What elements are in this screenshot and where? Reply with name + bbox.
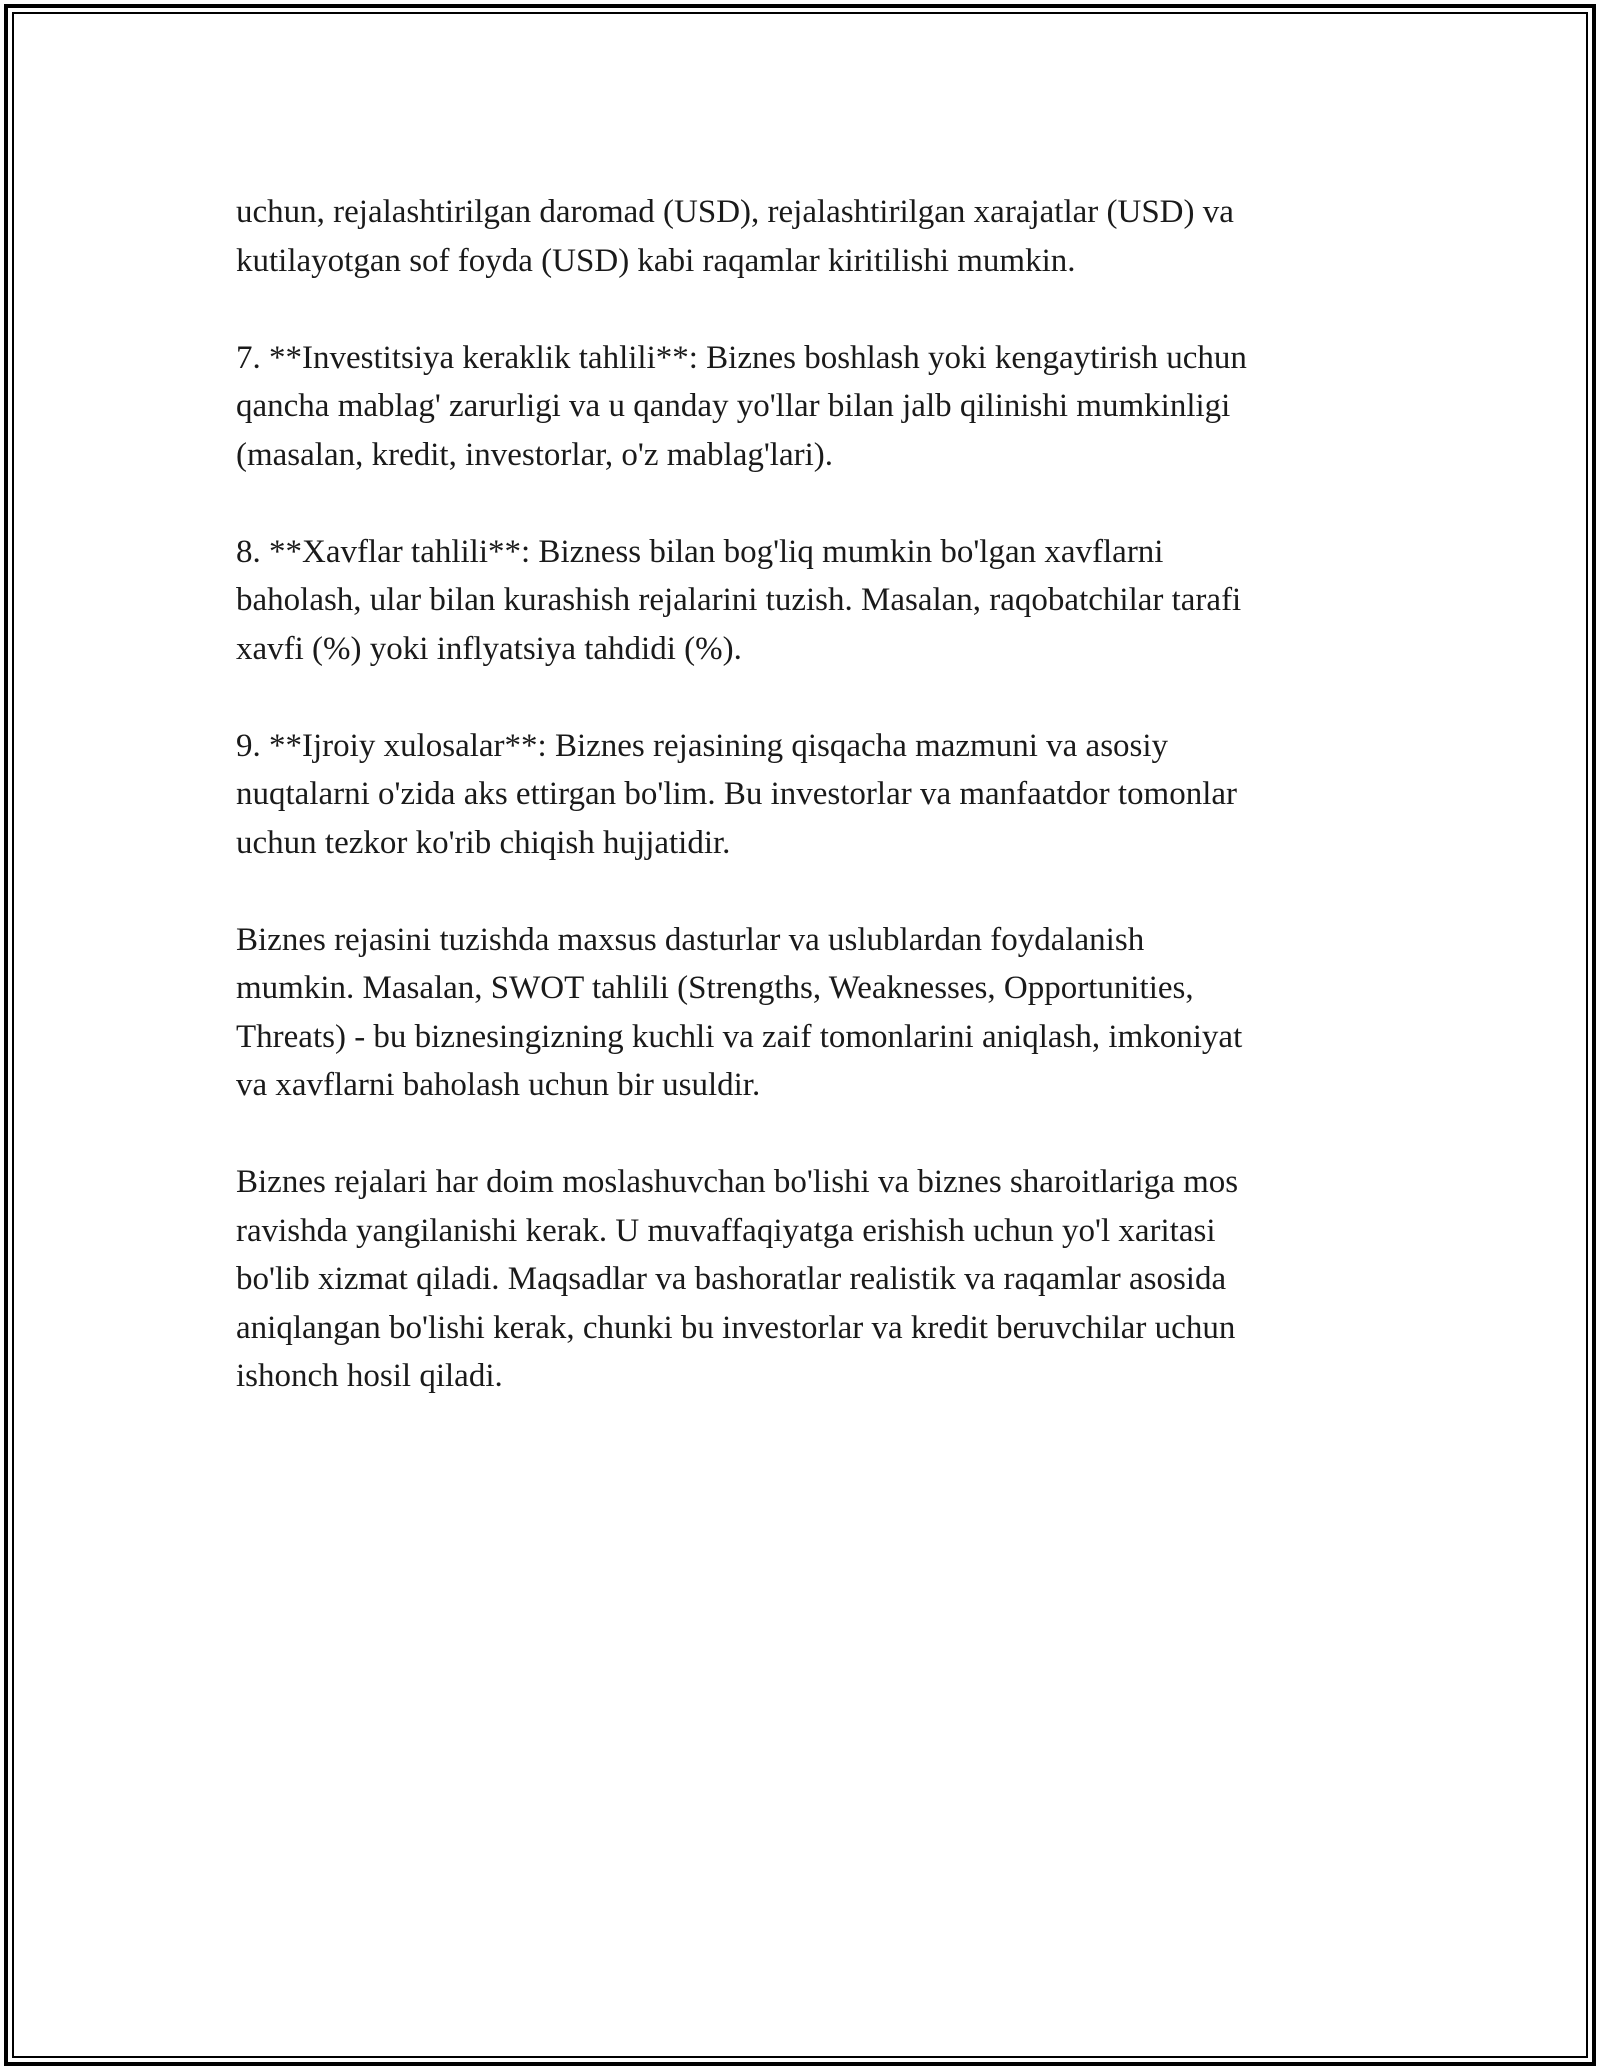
paragraph-conclusion: Biznes rejalari har doim moslashuvchan bo'lishi va biznes sharoitlariga mos ravishda yangilanishi kerak. U muvaffaqiyatga erishish uchun yo'l xaritasi bo'lib xizmat qiladi. Maqsadlar va bashoratlar realistik va raqamlar asosida aniqlangan bo'lishi kerak, chunki bu investorlar va kredit beruvchilar uchun ishonch hosil qiladi. [236,1164,1239,1394]
paragraph-investment-analysis: 7. **Investitsiya keraklik tahlili**: Biznes boshlash yoki kengaytirish uchun qancha mablag' zarurligi va u qanday yo'llar bilan jalb qilinishi mumkinligi (masalan, kredit, investorlar, o'z mablag'lari). [236,339,1247,473]
paragraph-risk-analysis: 8. **Xavflar tahlili**: Bizness bilan bog'liq mumkin bo'lgan xavflarni baholash, ular bilan kurashish rejalarini tuzish. Masalan, raqobatchilar tarafi xavfi (%) yoki inflyatsiya tahdidi (%). [236,533,1242,667]
paragraph-continuation: uchun, rejalashtirilgan daromad (USD), rejalashtirilgan xarajatlar (USD) va kutilayotgan sof foyda (USD) kabi raqamlar kiritilishi mumkin. [236,194,1234,279]
paragraph-executive-summary: 9. **Ijroiy xulosalar**: Biznes rejasining qisqacha mazmuni va asosiy nuqtalarni o'zida aks ettirgan bo'lim. Bu investorlar va manfaatdor tomonlar uchun tezkor ko'rib chiqish hujjatidir. [236,727,1238,861]
paragraph-swot: Biznes rejasini tuzishda maxsus dasturlar va uslublardan foydalanish mumkin. Masalan, SWOT tahlili (Strengths, Weaknesses, Opportunities, Threats) - bu biznesingizning kuchli va zaif tomonlarini aniqlash, imkoniyat va xavflarni baholash uchun bir usuldir. [236,921,1243,1103]
document-body [236,188,1376,1449]
